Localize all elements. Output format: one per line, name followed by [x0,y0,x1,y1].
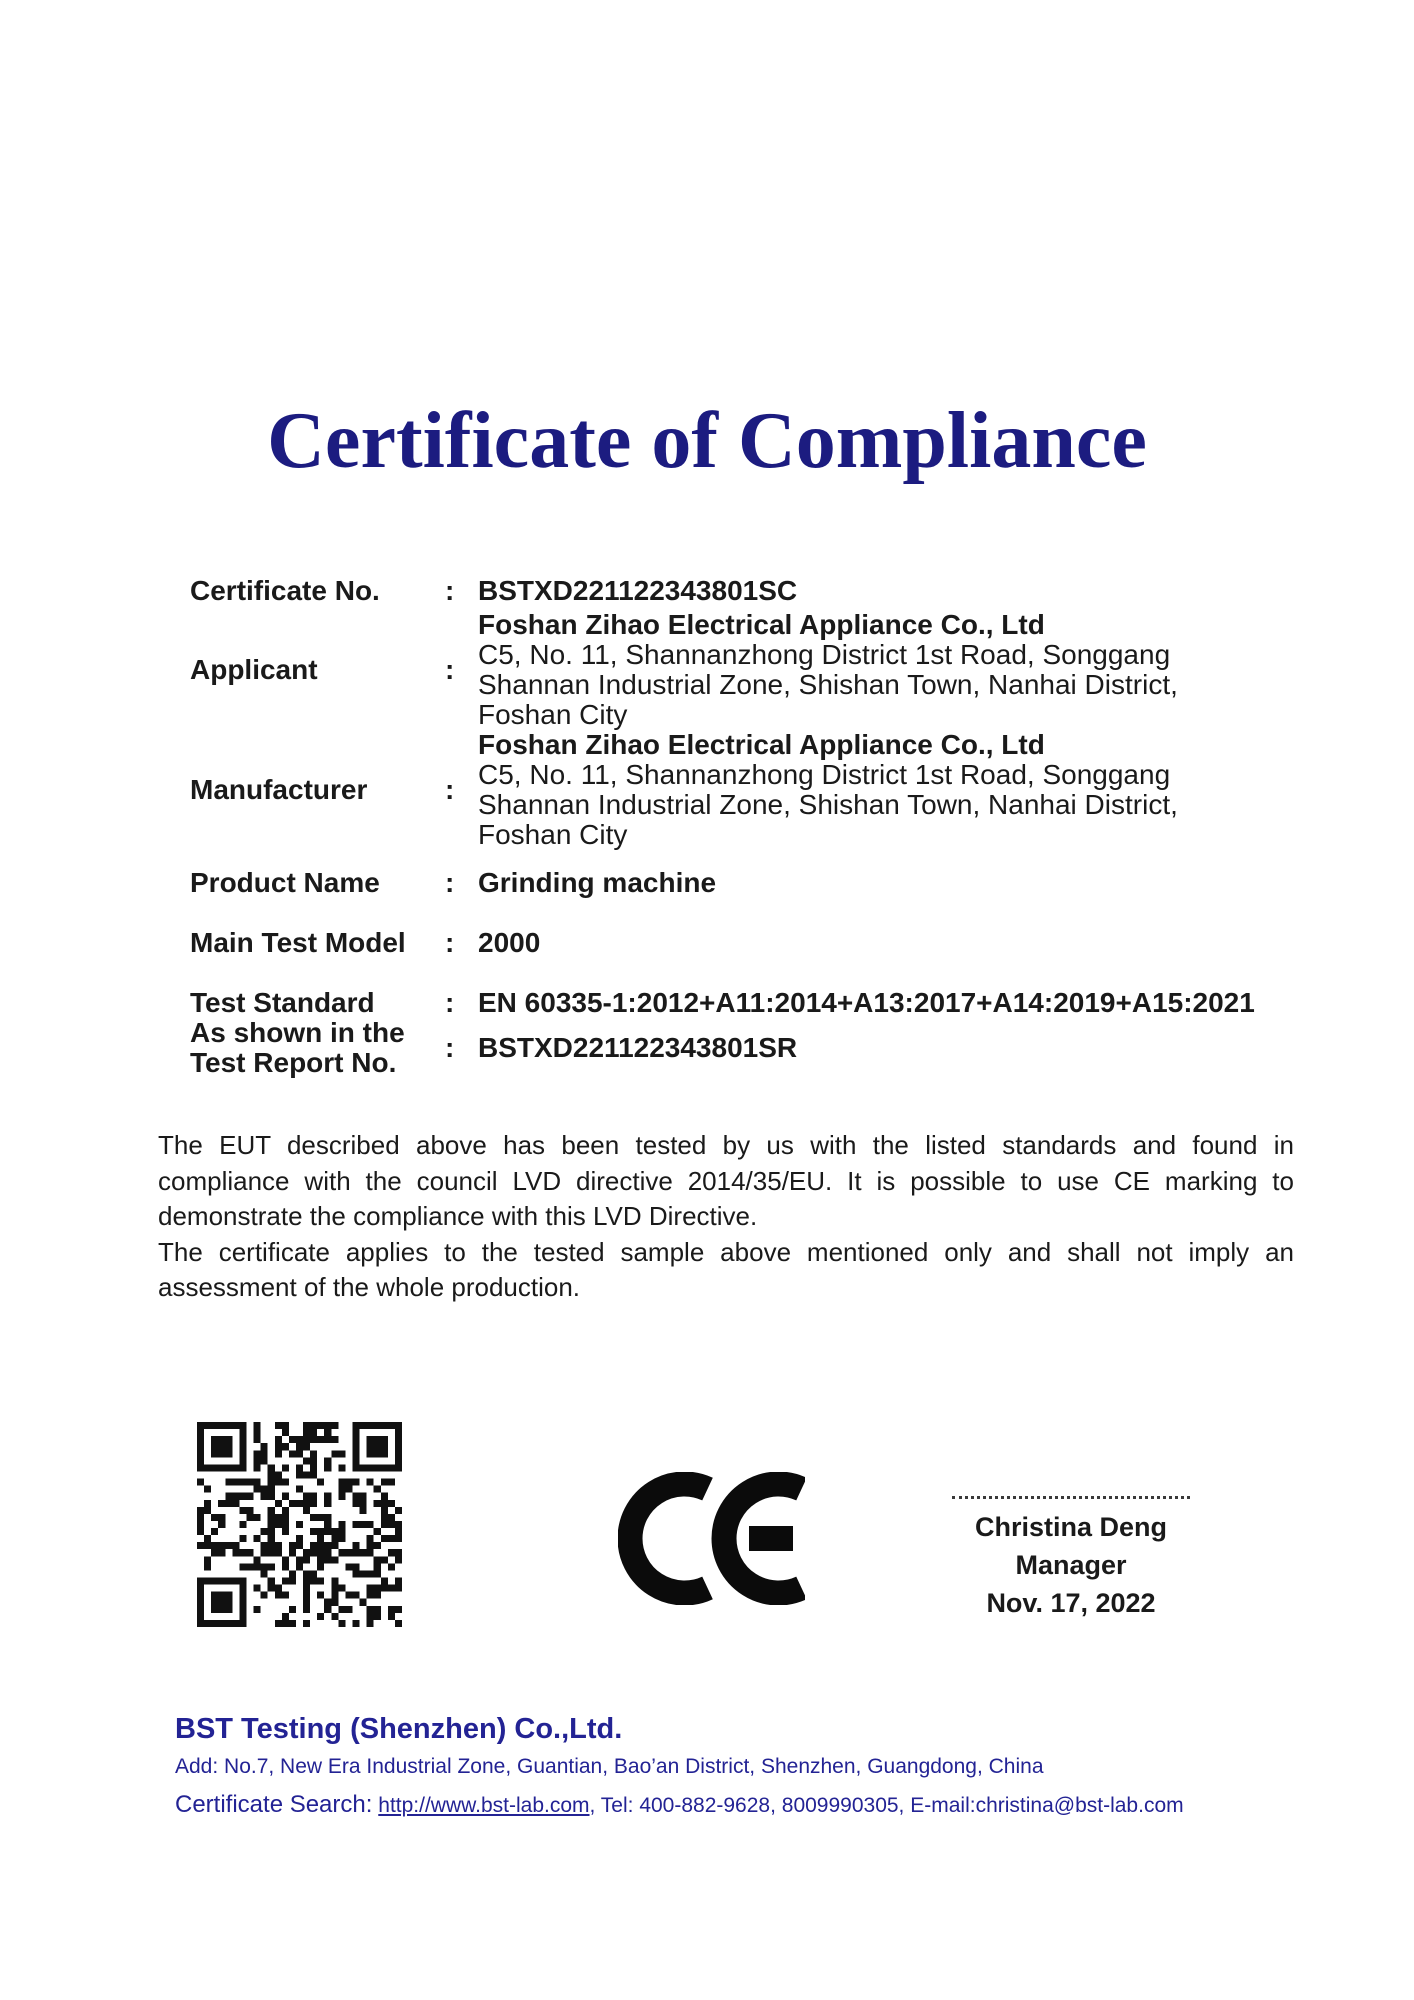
field-label: Main Test Model [190,927,406,958]
field-row-product-name [190,868,1300,898]
field-row-test-report-no [190,1018,1300,1078]
page-title: Certificate of Compliance [267,397,1147,485]
issuer-company-name: BST Testing (Shenzhen) Co.,Ltd. [175,1713,623,1745]
field-row-main-test-model [190,928,1300,958]
field-separator: : [445,774,455,805]
signature-block [950,1496,1192,1622]
statement-paragraph: The EUT described above has been tested by us with the listed standards and found in compliance with the council LVD directive 2014/35/EU. It is possible to use CE marking to demonstrate the compliance with this LVD Directive. [158,1130,1294,1231]
field-label: As shown in the Test Report No. [190,1017,405,1078]
field-label: Certificate No. [190,575,380,606]
field-separator: : [445,927,455,958]
field-value: Grinding machine [478,867,717,898]
compliance-statement [158,1128,1294,1306]
field-separator: : [445,987,455,1018]
certificate-search-link[interactable]: http://www.bst-lab.com [378,1794,590,1817]
signer-name: Christina Deng [974,1512,1168,1542]
field-separator: : [445,867,455,898]
contact-info: , Tel: 400-882-9628, 8009990305, E-mail:christina@bst-lab.com [589,1794,1184,1817]
statement-paragraph: The certificate applies to the tested sample above mentioned only and shall not imply an assessment of the whole production. [158,1236,1294,1302]
field-value: Foshan Zihao Electrical Appliance Co., Ltd C5, No. 11, Shannanzhong District 1st Road, Songgang Shannan Industrial Zone, Shishan Town, Nanhai District, Foshan City [478,729,1178,850]
certificate-fields [190,576,1300,1078]
field-value: Foshan Zihao Electrical Appliance Co., Ltd C5, No. 11, Shannanzhong District 1st Road, Songgang Shannan Industrial Zone, Shishan Town, Nanhai District, Foshan City [478,609,1178,730]
field-row-applicant [190,610,1300,730]
field-label: Product Name [190,867,380,898]
field-separator: : [445,575,455,606]
certificate-search-line [175,1790,1345,1821]
signer-role: Manager [1015,1550,1127,1580]
certificate-search-label: Certificate Search: [175,1791,373,1818]
field-value: BSTXD221122343801SC [478,575,798,606]
field-label: Applicant [190,654,318,685]
signature-dotted-line [952,1496,1190,1499]
field-separator: : [445,1032,455,1063]
field-row-test-standard [190,988,1300,1018]
field-value: BSTXD221122343801SR [478,1032,798,1063]
issuer-address: Add: No.7, New Era Industrial Zone, Guantian, Bao’an District, Shenzhen, Guangdong, China [175,1755,1044,1778]
signature-date: Nov. 17, 2022 [986,1588,1156,1618]
field-label: Test Standard [190,987,375,1018]
field-separator: : [445,654,455,685]
ce-mark-icon [618,1472,805,1605]
field-row-manufacturer [190,730,1300,850]
field-value: 2000 [478,927,541,958]
field-label: Manufacturer [190,774,368,805]
field-row-certificate-no [190,576,1300,606]
qr-code [197,1422,402,1627]
field-value: EN 60335-1:2012+A11:2014+A13:2017+A14:2019+A15:2021 [478,987,1255,1018]
issuer-footer [175,1712,1345,1821]
